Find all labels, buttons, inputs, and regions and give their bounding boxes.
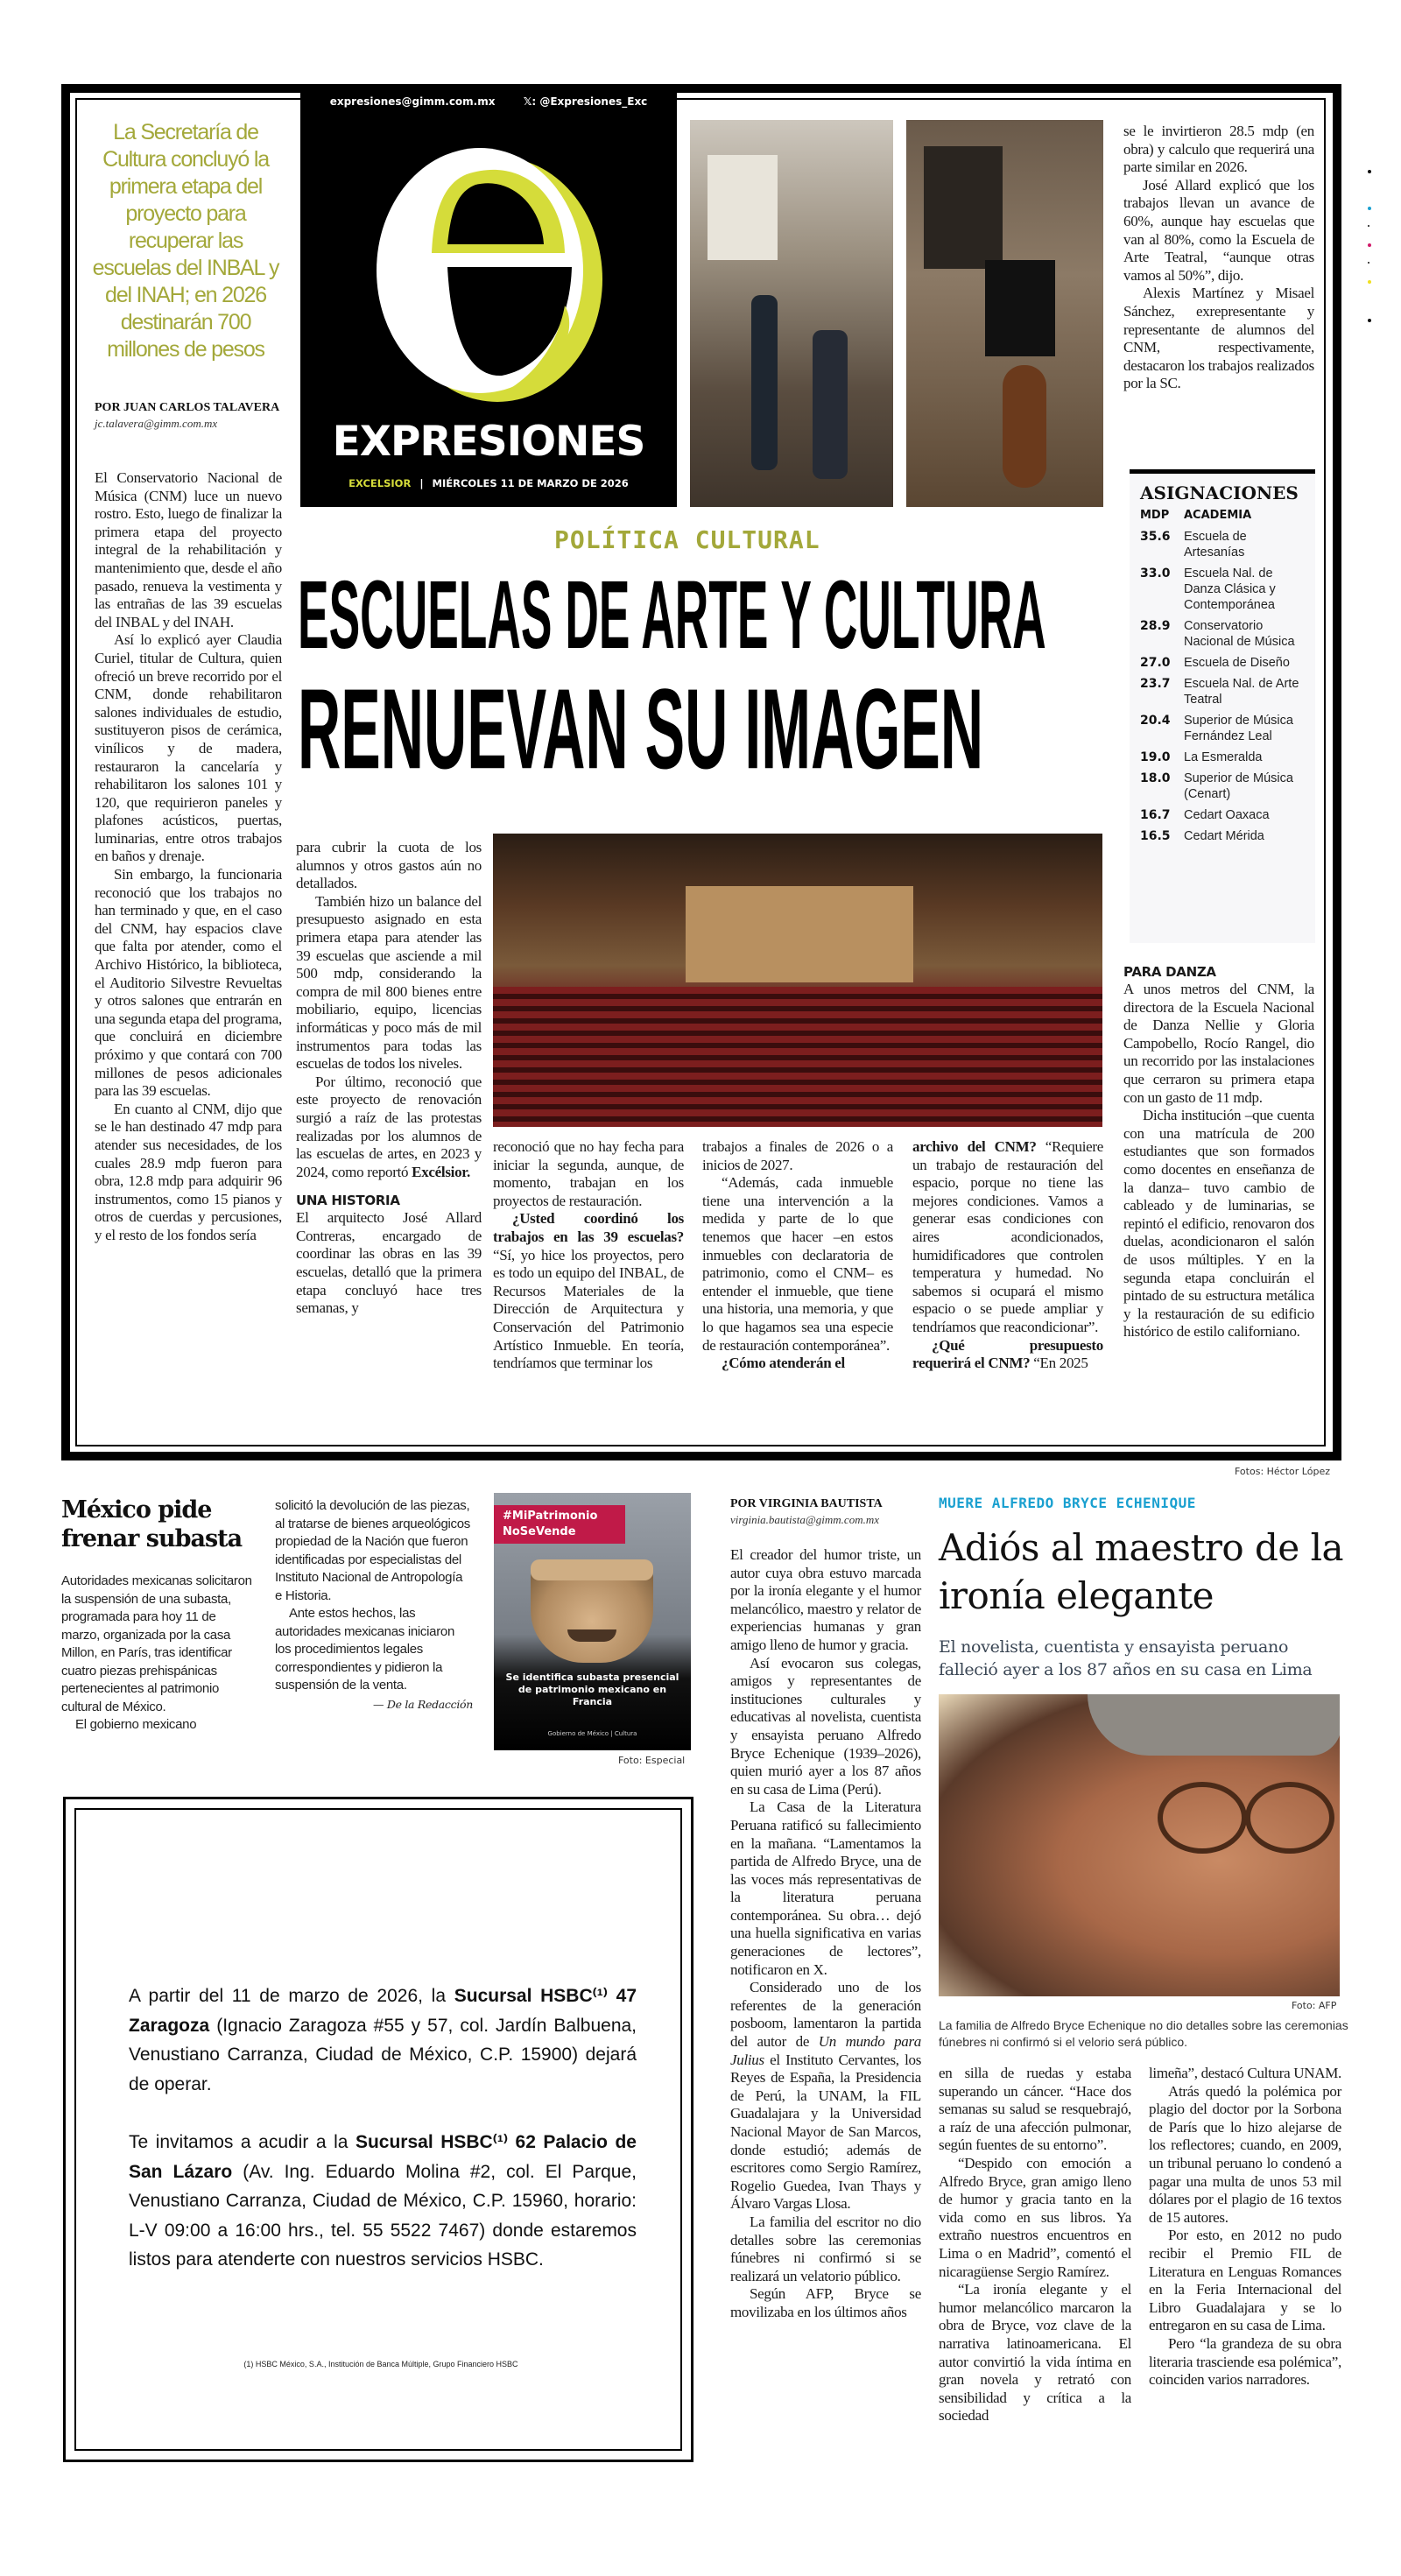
table-title: ASIGNACIONES: [1140, 482, 1299, 503]
column-header-academia: ACADEMIA: [1184, 509, 1252, 522]
subasta-column-1: [61, 1573, 257, 1735]
paragraph: reconoció que no hay fecha para iniciar la segunda, aunque, de momento, trabajan en los proyectos de restauración.: [493, 1138, 684, 1209]
allocation-value: 19.0: [1140, 750, 1171, 764]
paragraph: limeña”, destacó Cultura UNAM.: [1149, 2065, 1341, 2081]
registration-dot: [1368, 207, 1371, 210]
bryce-column-1: [730, 1546, 921, 2322]
photo-bryce-echenique: [939, 1694, 1340, 1996]
separator: |: [419, 477, 424, 489]
photo-auditorium: [493, 834, 1102, 1127]
paragraph: [296, 1073, 482, 1182]
paragraph: Así lo explicó ayer Claudia Curiel, titular de Cultura, quien ofreció un breve recorrido por el CNM, donde rehabilitaron salones individuales de estudio, sustituyeron pisos de cerámica, vinílicos y de madera, restauraron la cancelaría y rehabilitaron los salones 101 y 120, que requirieron paneles y plafones acústicos, puertas, luminarias, entre otros trabajos en baños y drenaje.: [95, 631, 282, 865]
byline: [95, 399, 280, 431]
registration-dot: [1368, 243, 1371, 247]
paragraph: Por esto, en 2012 no pudo recibir el Premio FIL de Literatura en Lenguas Romances en la Feria Internacional del Libro Guadalajara y se lo entregaron en su casa de Lima.: [1149, 2227, 1341, 2334]
seats: [493, 987, 1102, 1127]
academy-name: Escuela Nal. de Arte Teatral: [1184, 677, 1299, 707]
academy-name: Escuela de Artesanías: [1184, 530, 1247, 560]
cello: [1003, 365, 1046, 488]
publication-date: [300, 477, 677, 489]
column-header-mdp: MDP: [1140, 509, 1170, 522]
allocation-value: 20.4: [1140, 714, 1171, 728]
photo-credit: Fotos: Héctor López: [1235, 1466, 1330, 1477]
paragraph-text: “En 2025: [1033, 1355, 1088, 1372]
photo-caption: La familia de Alfredo Bryce Echenique no dio detalles sobre las ceremonias fúnebres ni confirmó si el velorio será público.: [939, 2018, 1348, 2049]
story-column-2: [296, 839, 482, 1318]
table-row: [1140, 828, 1315, 844]
paragraph: El arquitecto José Allard Contreras, encargado de coordinar las obras en las 39 escuelas, detalló que la primera etapa concluyó hace tres semanas, y: [296, 1209, 482, 1317]
allocation-value: 16.7: [1140, 808, 1171, 822]
paragraph: Pero “la grandeza de su obra literaria trasciende esa polémica”, coinciden varios narradores.: [1149, 2334, 1341, 2389]
paragraph: “Además, cada inmueble tiene una intervención a la medida y parte de lo que tenemos que hacer –en estos inmuebles con declaratoria de patrimonio, como el CNM– es entender el inmueble, que tiene una historia, una memoria, y que lo que hagamos sea una especie de restauración contemporánea”.: [702, 1174, 893, 1354]
text: (Av. Ing. Eduardo Molina #2, col. El Parque, Venustiano Carranza, Ciudad de México, C.P. 15960, horario: L-V 09:00 a 16:00 hrs., tel. 55 5522 7467) donde estaremos listos para atenderte con nuestros servicios HSBC.: [129, 2161, 637, 2270]
section-name: EXPRESIONES: [332, 418, 645, 466]
paragraph: En cuanto al CNM, dijo que se le han destinado 47 mdp para atender sus necesidades, de los cuales 28.9 mdp fueron para obra, 12.8 mdp para adquirir 96 instrumentos, como 15 pianos y otros de cuerdas y percusiones, y el resto de los fondos sería: [95, 1100, 282, 1243]
table-header: [1140, 509, 1315, 522]
academy-name: Cedart Oaxaca: [1184, 808, 1270, 822]
paragraph: El creador del humor triste, un autor cuya obra estuvo marcada por la ironía elegante y el humor melancólico, maestro y relator de experiencias humanas y gran amigo lleno de humor y gracia.: [730, 1546, 921, 1653]
byline-name: POR JUAN CARLOS TALAVERA: [95, 401, 280, 414]
academy-name: Superior de Música (Cenart): [1184, 771, 1293, 801]
subhead-una-historia: UNA HISTORIA: [296, 1193, 400, 1209]
table-row: [1140, 771, 1315, 802]
student-figure: [813, 330, 848, 479]
table-body: [1130, 529, 1315, 844]
asignaciones-table: [1130, 469, 1315, 943]
date: MIÉRCOLES 11 DE MARZO DE 2026: [432, 477, 629, 489]
registration-dot: [1368, 319, 1371, 322]
para-danza-section: [1123, 963, 1314, 1341]
table-row: [1140, 529, 1315, 560]
text: Te invitamos a acudir a la: [129, 2132, 348, 2152]
bryce-deck: El novelista, cuentista y ensayista peruano falleció ayer a los 87 años en su casa en Lima: [939, 1637, 1313, 1679]
paragraph: Así evocaron sus colegas, amigos y representantes de instituciones culturales y educativas al novelista, cuentista y ensayista peruano Alfredo Bryce Echenique (1939–2026), quien murió ayer a los 87 años en su casa de Lima (Perú).: [730, 1654, 921, 1798]
glasses: [1245, 1782, 1334, 1854]
paragraph: A unos metros del CNM, la directora de la Escuela Nacional de Danza Nellie y Gloria Campobello, Rocío Rangel, dio un recorrido por las instalaciones que cerraron su primera etapa con un gasto de 11 mdp.: [1123, 981, 1314, 1106]
registration-dot: [1368, 170, 1371, 173]
photo-students-music-room: [690, 120, 893, 507]
paragraph: [702, 1355, 893, 1373]
interview-question: ¿Qué presupuesto requerirá el CNM?: [912, 1336, 1103, 1372]
text: el Instituto Cervantes, los Reyes de España, la Presidencia de Perú, la UNAM, la FIL Guadalajara y la Universidad Nacional Mayor de San Marcos, donde estudió; además de escritores como Sergio Ramírez, Rogelio Guedea, Ivan Thays y Álvaro Vargas Llosa.: [730, 2051, 922, 2213]
paragraph: Sin embargo, la funcionaria reconoció que los trabajos no han terminado y que, en el caso del CNM, hay espacios clave que falta por atender, como el Archivo Histórico, la biblioteca, el Auditorio Silvestre Revueltas y otros salones que entrarán en una segunda etapa del programa, que concluirá en diciembre próximo y que contará con 700 millones de pesos adicionales para las 39 escuelas.: [95, 866, 282, 1100]
paragraph: [912, 1138, 1103, 1337]
paragraph: Atrás quedó la polémica por plagio del doctor por la Sorbona de París que lo hizo alejarse de los reflectores; cuando, en 2009, un tribunal peruano lo condenó a pagar una multa de unos 53 mil dólares por el plagio de 16 textos de 15 autores.: [1149, 2082, 1341, 2226]
byline-email[interactable]: virginia.bautista@gimm.com.mx: [730, 1513, 879, 1526]
publication-name: EXCELSIOR: [348, 477, 412, 489]
music-stand: [985, 260, 1055, 356]
paragraph: en silla de ruedas y estaba superando un cáncer. “Hace dos semanas su salud se resquebrajó, a raíz de una afección pulmonar, según fuentes de su entorno”.: [939, 2065, 1131, 2154]
glasses: [1158, 1782, 1247, 1854]
photo-credit: Foto: AFP: [1292, 2000, 1337, 2011]
table-row: [1140, 713, 1315, 744]
poster-logo: Gobierno de México | Cultura: [547, 1730, 637, 1737]
piano: [924, 146, 1003, 269]
paragraph: Alexis Martínez y Misael Sánchez, exrepresentante y representante de alumnos del CNM, respectivamente, destacaron los trabajos realizados por la SC.: [1123, 285, 1314, 392]
headline-line-2: RENUEVAN SU IMAGEN: [298, 665, 984, 793]
stage: [686, 886, 913, 982]
headline-line-1: ESCUELAS DE ARTE Y CULTURA: [298, 561, 1046, 669]
academy-name: Conservatorio Nacional de Música: [1184, 619, 1295, 649]
poster-hashtag: #MiPatrimonio NoSeVende: [494, 1505, 625, 1544]
book-title: Un mundo para Julius: [730, 2033, 921, 2068]
allocation-value: 33.0: [1140, 567, 1171, 581]
academy-name: Escuela Nal. de Danza Clásica y Contemporánea: [1184, 567, 1276, 612]
registration-dot: [1368, 280, 1371, 284]
table-row: [1140, 655, 1315, 671]
allocation-value: 28.9: [1140, 619, 1171, 633]
registration-dot: [1368, 225, 1369, 227]
bryce-column-2: [939, 2065, 1131, 2425]
paragraph: para cubrir la cuota de los alumnos y otros gastos aún no detallados.: [296, 839, 482, 892]
expresiones-logo: [300, 85, 677, 507]
paragraph-text: “Sí, yo hice los proyectos, pero es todo un equipo del INBAL, de Recursos Materiales de la Dirección de Arquitectura y Conservación del Patrimonio Artístico Inmueble. En teoría, tendríamos que terminar los: [493, 1246, 684, 1372]
ad-paragraph-1: [129, 1981, 637, 2099]
paragraph: trabajos a finales de 2026 o a inicios de 2027.: [702, 1138, 893, 1173]
paragraph: El Conservatorio Nacional de Música (CNM) luce un nuevo rostro. Esto, luego de finalizar la primera etapa del proyecto integral de la rehabilitación y mantenimiento que, desde el año pasado, renueva la vestimenta y las entrañas de las 39 escuelas del INBAL y del INAH.: [95, 469, 282, 630]
interview-question: ¿Cómo atenderán el: [722, 1355, 845, 1372]
byline-email[interactable]: jc.talavera@gimm.com.mx: [95, 417, 218, 430]
allocation-value: 27.0: [1140, 656, 1171, 670]
contact-email[interactable]: expresiones@gimm.com.mx: [329, 95, 496, 108]
allocation-value: 23.7: [1140, 677, 1171, 691]
hsbc-advertisement: [63, 1797, 693, 2462]
paragraph: Dicha institución –que cuenta con una matrícula de 200 estudiantes que son formados como docentes en enseñanza de la danza– tuvo cambio de cableado y de luminarias, se repintó el edificio, renovaron dos duelas, acondicionaron el salón de usos múltiples. Y en la segunda etapa concluirán el pintado de su estructura metálica y la restauración de su edificio histórico de estilo californiano.: [1123, 1107, 1314, 1341]
paragraph: La Casa de la Literatura Peruana ratificó su fallecimiento en la mañana. “Lamentamos la partida de Alfredo Bryce, una de las voces más representativas de la literatura peruana contemporánea. Su obra… dejó una huella significativa en varias generaciones de lectores”, notificaron en X.: [730, 1798, 921, 1978]
paragraph: Ante estos hechos, las autoridades mexicanas iniciaron los procedimientos legales correspondientes y pidieron la suspensión de la venta.: [275, 1606, 454, 1693]
paragraph: solicitó la devolución de las piezas, al tratarse de bienes arqueológicos propiedad de la Nación que fueron identificadas por especialistas del Instituto Nacional de Antropología e Historia.: [275, 1498, 470, 1603]
publication-ref: Excélsior.: [412, 1163, 470, 1180]
paragraph: Según AFP, Bryce se movilizaba en los últimos años: [730, 2285, 921, 2320]
paragraph-text: Por último, reconoció que este proyecto de renovación surgió a raíz de las protestas realizadas por los alumnos de las escuelas de artes, en 2023 y 2024, como reportó: [296, 1073, 482, 1180]
text: Considerado uno de los referentes de la generación posboom, lamentaron la partida del autor de: [730, 1979, 921, 2051]
table-row: [1140, 566, 1315, 613]
paragraph: [730, 1979, 921, 2214]
story-right-column: [1123, 123, 1314, 393]
subhead-para-danza: PARA DANZA: [1123, 964, 1216, 980]
table-row: [1140, 676, 1315, 707]
text: A partir del 11 de marzo de 2026, la: [129, 1986, 447, 2006]
section-kicker: POLÍTICA CULTURAL: [554, 525, 820, 554]
closing-branch: Sucursal HSBC⁽¹⁾ 47 Zaragoza: [129, 1986, 637, 2036]
interview-question: archivo del CNM?: [912, 1138, 1037, 1155]
paragraph: “La ironía elegante y el humor melancólico marcaron la obra de Bryce, voz clave de la narrativa latinoamericana. El autor convirtió la vida íntima en gran novela y retrató con sensibilidad y crítica a la sociedad: [939, 2281, 1131, 2425]
table-row: [1140, 807, 1315, 823]
student-figure: [751, 295, 778, 470]
paragraph: “Despido con emoción a Alfredo Bryce, gran amigo lleno de humor y gracia tanto en la vida como en sus libros. Ya extraño nuestros encuentros en Lima o en Madrid”, comentó el nicaragüense Sergio Ramírez.: [939, 2154, 1131, 2280]
academy-name: Superior de Música Fernández Leal: [1184, 714, 1293, 743]
byline-name: POR VIRGINIA BAUTISTA: [730, 1497, 883, 1510]
x-handle[interactable]: 𝕏: @Expresiones_Exc: [523, 95, 648, 108]
patrimonio-poster: [494, 1493, 691, 1750]
logo-e-icon: [335, 122, 642, 411]
paragraph: La familia del escritor no dio detalles sobre las ceremonias fúnebres ni confirmó si se realizará un velatorio público.: [730, 2213, 921, 2284]
bryce-byline: [730, 1496, 921, 1527]
mask-figure: [531, 1559, 653, 1663]
paragraph: También hizo un balance del presupuesto asignado en esta primera etapa para atender las 39 escuelas que asciende a mil 500 mdp, considerando la compra de mil 800 bienes entre mobiliario, equipo, licencias informáticas y poco más de mil instrumentos para todas las escuelas de todos los niveles.: [296, 892, 482, 1073]
registration-dot: [1368, 262, 1369, 264]
paragraph: Autoridades mexicanas solicitaron la suspensión de una subasta, programada para hoy 11 de marzo, organizada por la casa Millon, en París, tras identificar cuatro piezas prehispánicas pertenecientes al patrimonio cultural de México.: [61, 1573, 252, 1714]
poster-caption: Se identifica subasta presencial de patrimonio mexicano en Francia: [505, 1672, 679, 1707]
headdress: [531, 1559, 653, 1580]
table-row: [1140, 618, 1315, 650]
interview-question: ¿Usted coordinó los trabajos en las 39 escuelas?: [493, 1210, 684, 1245]
paragraph: [912, 1337, 1103, 1373]
ad-footnote: (1) HSBC México, S.A., Institución de Banca Múltiple, Grupo Financiero HSBC: [243, 2360, 518, 2368]
ad-paragraph-2: [129, 2128, 637, 2275]
contact-line: [300, 95, 677, 108]
paragraph: se le invirtieron 28.5 mdp (en obra) y calculo que requerirá una parte similar en 2026.: [1123, 123, 1314, 176]
bryce-headline: Adiós al maestro de la ironía elegante: [939, 1526, 1344, 1617]
subasta-headline: México pide frenar subasta: [61, 1496, 243, 1552]
text: (Ignacio Zaragoza #55 y 57, col. Jardín Balbuena, Venustiano Carranza, Ciudad de México, C.P. 15900) dejará de operar.: [129, 2015, 637, 2094]
allocation-value: 35.6: [1140, 530, 1171, 544]
signature: — De la Redacción: [372, 1697, 473, 1711]
story-deck: La Secretaría de Cultura concluyó la primera etapa del proyecto para recuperar las escuelas del INBAL y del INAH; en 2026 destinarán 700 millones de pesos: [92, 120, 279, 362]
ad-text: [129, 1981, 637, 2304]
story-column-3: [493, 1138, 684, 1373]
academy-name: La Esmeralda: [1184, 750, 1263, 764]
subasta-column-2: [275, 1497, 473, 1713]
story-column-5: [912, 1138, 1103, 1373]
allocation-value: 16.5: [1140, 829, 1171, 843]
paragraph: El gobierno mexicano: [75, 1717, 197, 1732]
bryce-column-3: [1149, 2065, 1341, 2389]
academy-name: Escuela de Diseño: [1184, 656, 1290, 670]
table-row: [1140, 750, 1315, 765]
hair: [1088, 1694, 1340, 1756]
photo-cellist: [906, 120, 1103, 507]
paragraph: [493, 1210, 684, 1372]
bryce-kicker: MUERE ALFREDO BRYCE ECHENIQUE: [939, 1495, 1196, 1511]
window: [708, 155, 778, 260]
alternate-branch: Sucursal HSBC⁽¹⁾ 62 Palacio de San Lázaro: [129, 2132, 637, 2182]
photo-credit: Foto: Especial: [618, 1755, 686, 1766]
paragraph-text: “Requiere un trabajo de restauración del espacio, porque no tiene las mejores condiciones. Vamos a generar esas condiciones con aires acondicionados, humidificadores que controlen temperatura y humedad. No sabemos si ocupará el mismo espacio o se puede ampliar y tendríamos que reacondicionar”.: [912, 1138, 1103, 1335]
smile: [567, 1629, 616, 1642]
academy-name: Cedart Mérida: [1184, 829, 1264, 843]
story-column-4: [702, 1138, 893, 1373]
paragraph: José Allard explicó que los trabajos llevan un avance de 60%, aunque hay escuelas que van al 80%, como la Escuela de Arte Teatral, “aunque otras vamos al 50%”, dijo.: [1123, 176, 1314, 284]
story-column-1: [95, 469, 282, 1245]
allocation-value: 18.0: [1140, 771, 1171, 785]
